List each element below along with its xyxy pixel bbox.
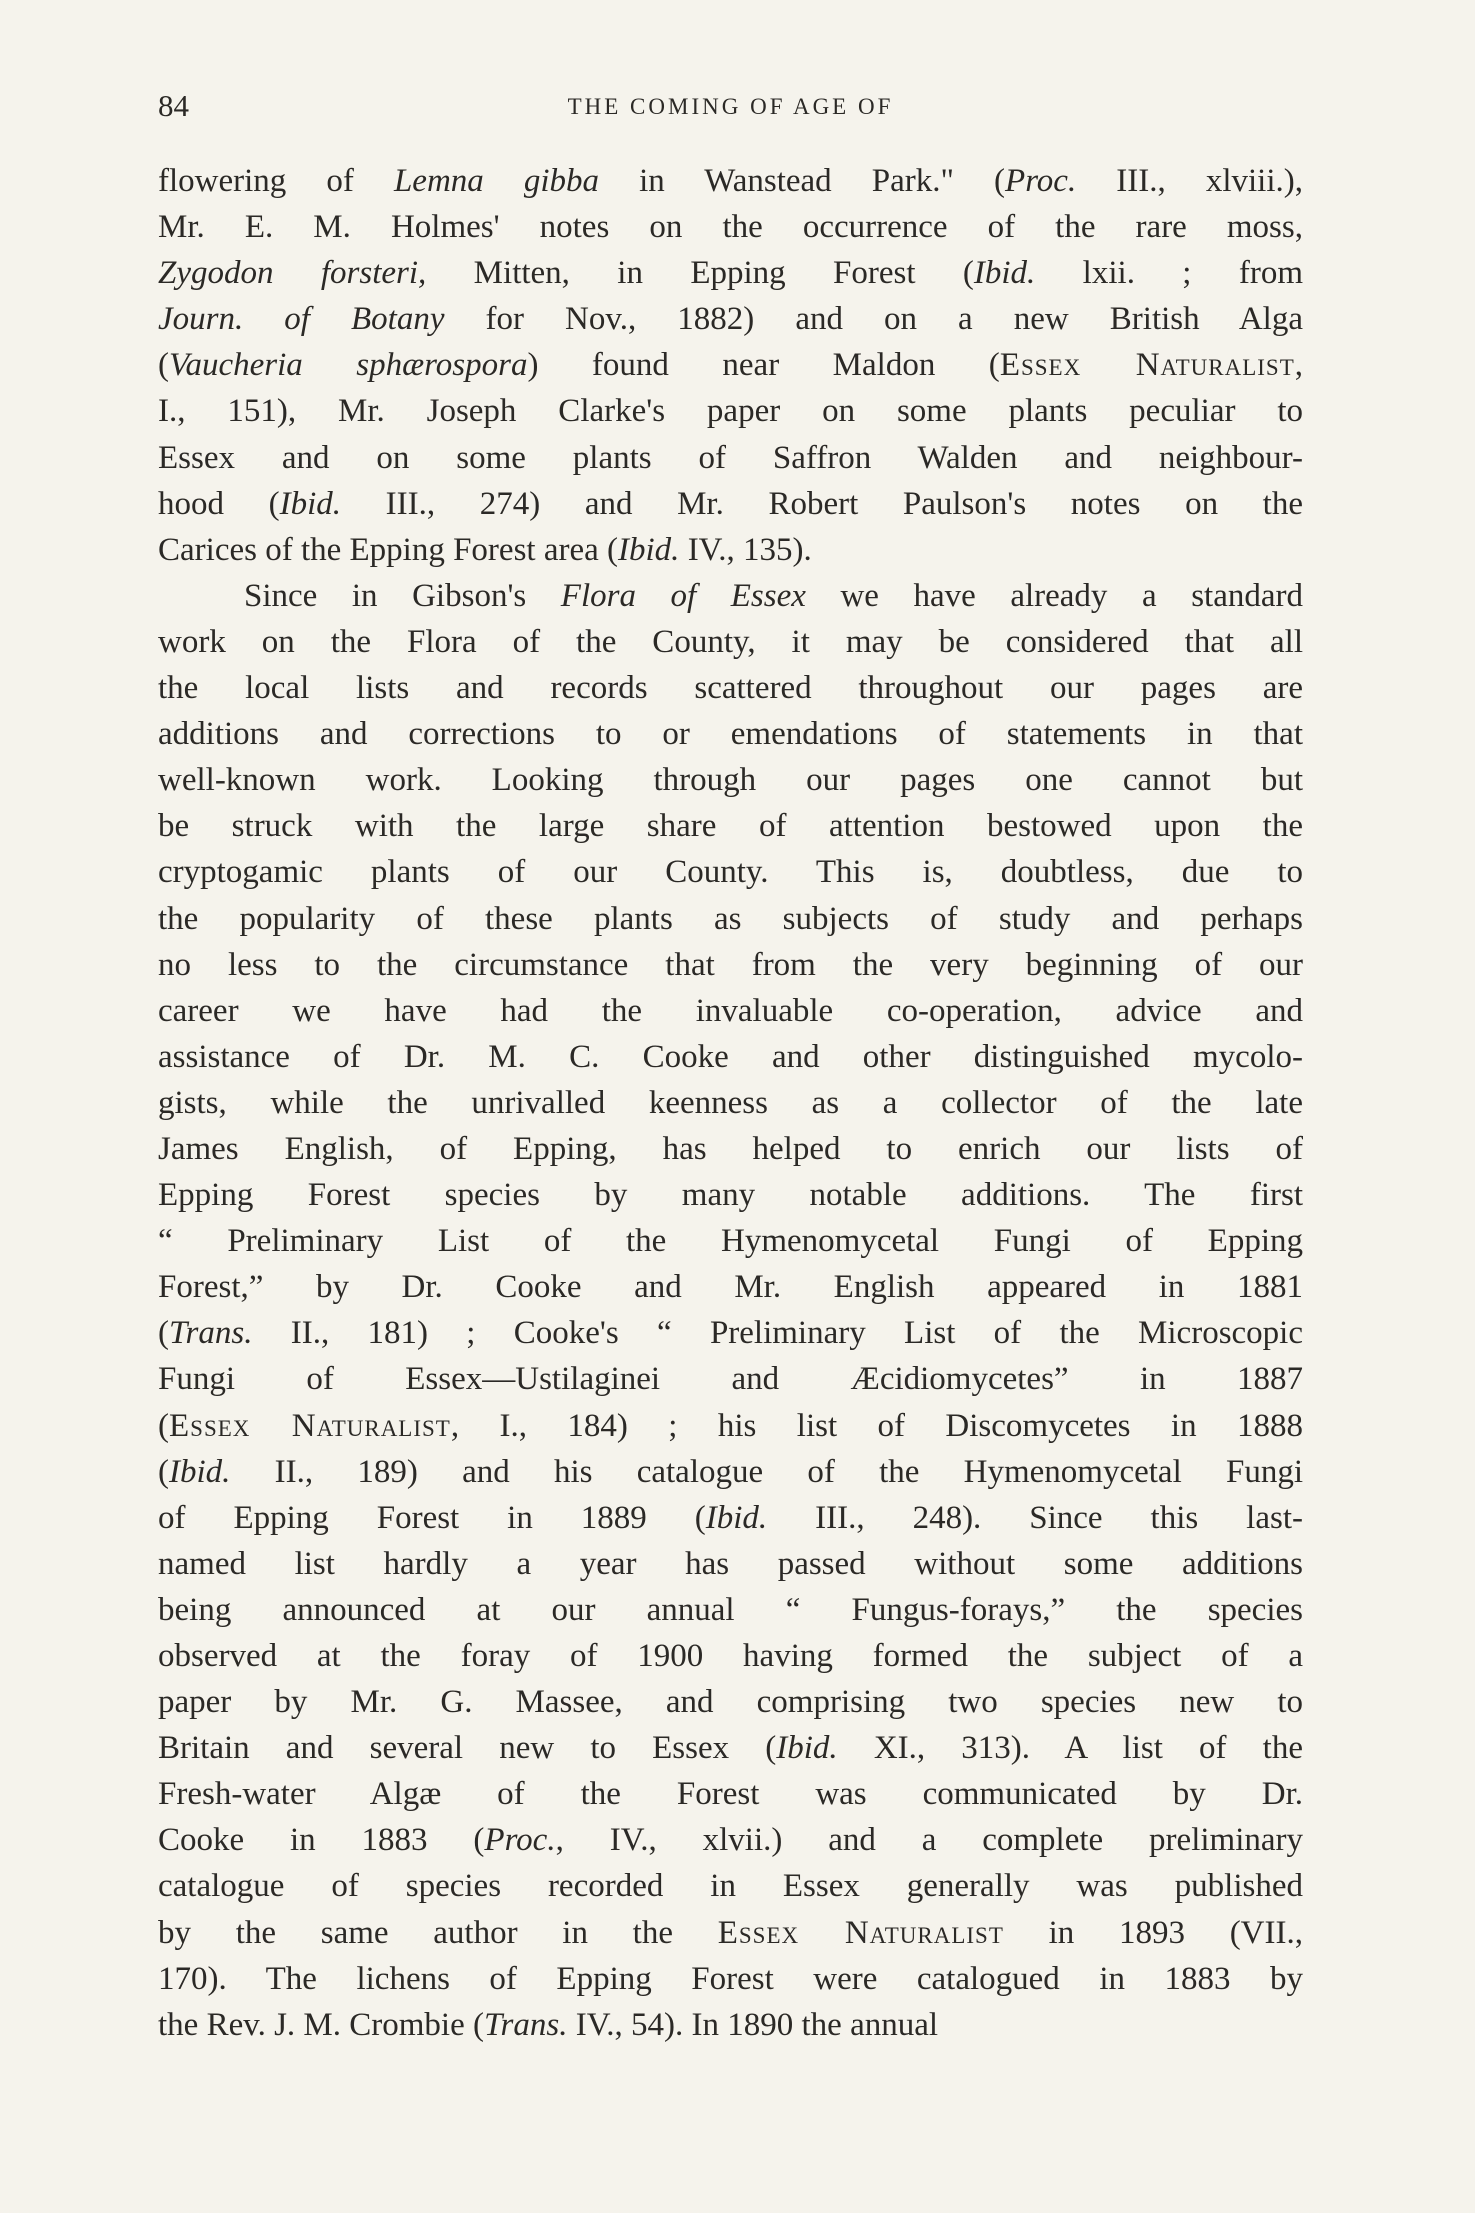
- text-line: [158, 988, 1303, 1034]
- text-run: Epping Forest species by many notable additions. The first: [158, 1177, 1303, 1214]
- text-run: paper by Mr. G. Massee, and comprising two species new to: [158, 1684, 1303, 1721]
- text-line: [158, 1910, 1303, 1956]
- text-line: [158, 1956, 1303, 2002]
- text-line: [158, 1080, 1303, 1126]
- small-caps-text: Essex Naturalist: [169, 1407, 451, 1444]
- text-run: being announced at our annual “ Fungus-forays,” the species: [158, 1591, 1303, 1628]
- text-run: assistance of Dr. M. C. Cooke and other distinguished mycolo-: [158, 1038, 1303, 1075]
- text-line: [158, 2002, 1303, 2048]
- text-line: [158, 1218, 1303, 1264]
- text-line: [158, 1264, 1303, 1310]
- text-line: [158, 527, 1303, 573]
- text-run: (: [158, 1453, 169, 1490]
- italic-text: Flora of Essex: [560, 577, 806, 614]
- text-run: be struck with the large share of attention bestowed upon the: [158, 808, 1303, 845]
- text-line: [158, 1863, 1303, 1909]
- body-text: [158, 158, 1303, 2048]
- italic-text: Zygodon forsteri,: [158, 255, 427, 292]
- text-run: career we have had the invaluable co-operation, advice and: [158, 992, 1303, 1029]
- text-run: IV., 135).: [679, 531, 812, 568]
- text-run: in 1893 (VII.,: [1003, 1914, 1303, 1951]
- running-title: THE COMING OF AGE OF: [567, 94, 894, 119]
- text-run: Mitten, in Epping Forest (: [426, 255, 974, 292]
- text-line: [158, 1587, 1303, 1633]
- text-run: well-known work. Looking through our pages one cannot but: [158, 762, 1303, 799]
- text-run: the Rev. J. M. Crombie (: [158, 2006, 484, 2043]
- text-line: [158, 942, 1303, 988]
- text-line: [158, 711, 1303, 757]
- text-run: II., 189) and his catalogue of the Hymenomycetal Fungi: [230, 1453, 1303, 1490]
- italic-text: Trans.: [484, 2006, 568, 2043]
- text-line: [158, 435, 1303, 481]
- text-run: Mr. E. M. Holmes' notes on the occurrence of the rare moss,: [158, 209, 1303, 246]
- text-run: “ Preliminary List of the Hymenomycetal Fungi of Epping: [158, 1223, 1303, 1260]
- text-run: Cooke in 1883 (: [158, 1822, 485, 1859]
- text-run: the local lists and records scattered throughout our pages are: [158, 670, 1303, 707]
- text-run: additions and corrections to or emendations of statements in that: [158, 716, 1303, 753]
- text-run: II., 181) ; Cooke's “ Preliminary List of the Microscopic: [252, 1315, 1303, 1352]
- text-run: (: [158, 1407, 169, 1444]
- text-run: Britain and several new to Essex (: [158, 1730, 777, 1767]
- text-line: [158, 342, 1303, 388]
- text-run: Carices of the Epping Forest area (: [158, 531, 619, 568]
- italic-text: Lemna gibba: [393, 163, 600, 199]
- text-line: [158, 1403, 1303, 1449]
- text-run: observed at the foray of 1900 having formed the subject of a: [158, 1638, 1303, 1674]
- text-run: Fungi of Essex—Ustilaginei and Æcidiomycetes” in 1887: [158, 1361, 1303, 1398]
- text-line: [158, 158, 1303, 204]
- text-line: [158, 481, 1303, 527]
- text-line: [158, 1356, 1303, 1402]
- italic-text: Trans.: [169, 1315, 253, 1352]
- text-run: XI., 313). A list of the: [837, 1730, 1303, 1767]
- italic-text: Proc.: [1005, 163, 1077, 199]
- text-line: [158, 1495, 1303, 1541]
- text-run: (: [158, 1315, 169, 1352]
- text-line: [158, 1771, 1303, 1817]
- text-run: in Wanstead Park." (: [599, 163, 1006, 199]
- italic-text: Ibid.: [279, 485, 342, 522]
- italic-text: Proc.: [484, 1822, 556, 1859]
- italic-text: Ibid.: [776, 1730, 838, 1767]
- small-caps-text: Essex Naturalist: [999, 347, 1295, 384]
- text-line: [158, 1126, 1303, 1172]
- text-run: Since in Gibson's: [244, 577, 561, 614]
- page-number: 84: [158, 88, 189, 123]
- text-line: [158, 757, 1303, 803]
- text-line: [158, 1633, 1303, 1679]
- text-run: III., 274) and Mr. Robert Paulson's notes on the: [341, 485, 1303, 522]
- text-line: [158, 296, 1303, 342]
- text-run: III., 248). Since this last-: [767, 1499, 1303, 1536]
- text-line: [158, 665, 1303, 711]
- text-line: [158, 849, 1303, 895]
- text-line: [158, 1449, 1303, 1495]
- italic-text: Journ. of Botany: [158, 301, 445, 338]
- text-run: , I., 184) ; his list of Discomycetes in 1888: [450, 1407, 1303, 1444]
- text-run: the popularity of these plants as subjects of study and perhaps: [158, 900, 1303, 937]
- text-run: for Nov., 1882) and on a new British Alga: [444, 301, 1303, 338]
- text-run: ,: [1294, 347, 1303, 384]
- text-run: Forest,” by Dr. Cooke and Mr. English appeared in 1881: [158, 1269, 1303, 1306]
- text-run: of Epping Forest in 1889 (: [158, 1499, 706, 1536]
- text-line: [158, 1679, 1303, 1725]
- text-run: by the same author in the: [158, 1914, 718, 1951]
- text-line: [158, 1817, 1303, 1863]
- text-run: cryptogamic plants of our County. This is, doubtless, due to: [158, 854, 1303, 891]
- text-line: [158, 1541, 1303, 1587]
- text-line: [158, 573, 1303, 619]
- italic-text: Ibid.: [973, 255, 1036, 292]
- small-caps-text: Essex Naturalist: [717, 1914, 1004, 1951]
- text-run: named list hardly a year has passed without some additions: [158, 1545, 1303, 1582]
- text-run: no less to the circumstance that from the very beginning of our: [158, 946, 1303, 983]
- text-line: [158, 803, 1303, 849]
- italic-text: Ibid.: [618, 531, 680, 568]
- text-run: lxii. ; from: [1035, 255, 1303, 292]
- running-head: [158, 88, 1303, 128]
- text-line: [158, 1034, 1303, 1080]
- text-run: gists, while the unrivalled keenness as a collector of the late: [158, 1084, 1303, 1121]
- text-line: [158, 1310, 1303, 1356]
- text-line: [158, 250, 1303, 296]
- text-run: , IV., xlvii.) and a complete preliminary: [555, 1822, 1303, 1859]
- text-line: [158, 204, 1303, 250]
- italic-text: Ibid.: [705, 1499, 768, 1536]
- text-run: work on the Flora of the County, it may be considered that all: [158, 623, 1303, 660]
- text-run: III., xlviii.),: [1076, 163, 1303, 199]
- text-run: (: [158, 347, 169, 384]
- text-run: ) found near Maldon (: [527, 347, 1000, 384]
- text-run: we have already a standard: [805, 577, 1303, 614]
- text-run: hood (: [158, 485, 280, 522]
- text-run: James English, of Epping, has helped to enrich our lists of: [158, 1130, 1303, 1167]
- text-run: catalogue of species recorded in Essex generally was published: [158, 1868, 1303, 1905]
- text-line: [158, 1725, 1303, 1771]
- italic-text: Ibid.: [169, 1453, 231, 1490]
- text-line: [158, 1172, 1303, 1218]
- text-line: [158, 388, 1303, 434]
- text-run: Essex and on some plants of Saffron Walden and neighbour-: [158, 439, 1303, 476]
- italic-text: Vaucheria sphærospora: [169, 347, 528, 384]
- text-run: Fresh-water Algæ of the Forest was communicated by Dr.: [158, 1776, 1303, 1813]
- text-run: 170). The lichens of Epping Forest were catalogued in 1883 by: [158, 1960, 1303, 1997]
- text-line: [158, 896, 1303, 942]
- text-run: flowering of: [158, 163, 394, 199]
- text-line: [158, 619, 1303, 665]
- text-run: IV., 54). In 1890 the annual: [567, 2006, 939, 2043]
- text-run: I., 151), Mr. Joseph Clarke's paper on some plants peculiar to: [158, 393, 1303, 430]
